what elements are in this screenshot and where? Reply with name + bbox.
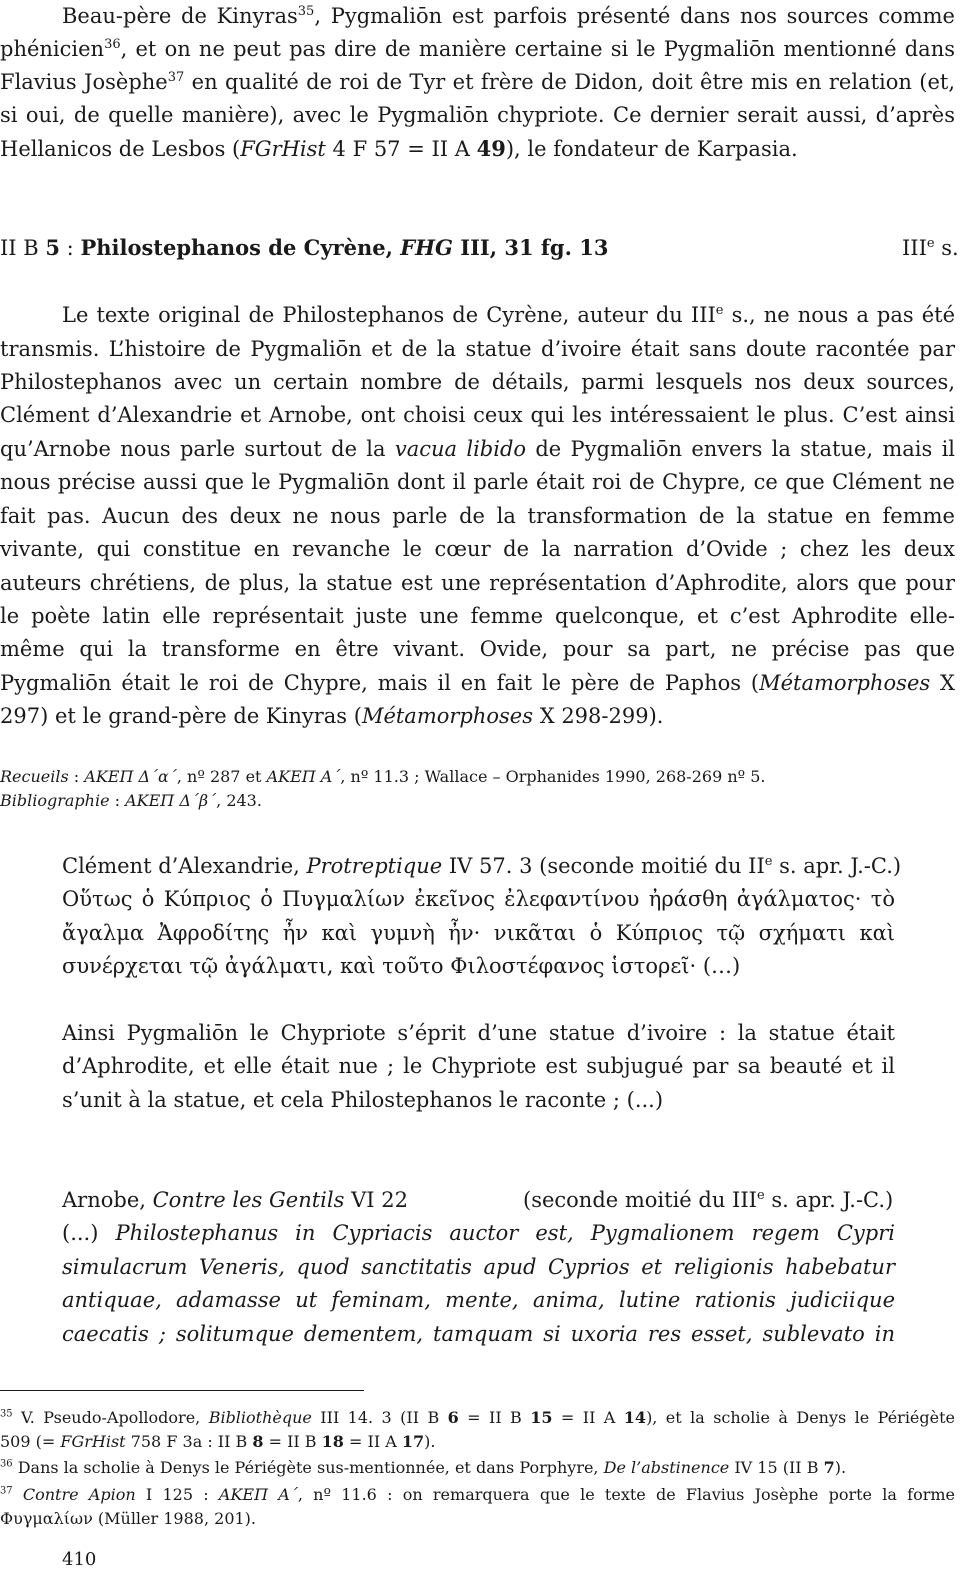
arnobe-source: Arnobe, Contre les Gentils VI 22 xyxy=(62,1188,408,1212)
intro-line-2: phénicien$^{36}$, et on ne peut pas dire de manière certaine si le Pygmaliōn mentionné dans xyxy=(0,37,955,61)
footnote-37-line-1: $^{37}$ Contre Apion I 125 : ΑΚΕΠ Α΄, nº 11.6 : on remarquera que le texte de Flavius Josèphe porte la forme xyxy=(0,1485,955,1504)
clement-greek-2: ἄγαλμα Ἀφροδίτης ἦν καὶ γυμνὴ ἦν· νικᾶται ὁ Κύπριος τῷ σχήματι καὶ xyxy=(62,921,895,945)
intro-line-4: si oui, de quelle manière), avec le Pygmaliōn chypriote. Ce dernier serait aussi, d’après xyxy=(0,103,955,127)
footnote-35-line-1: $^{35}$ V. Pseudo-Apollodore, Bibliothèque III 14. 3 (II B 6 = II B 15 = II A 14), et la scholie à Denys le Périégète xyxy=(0,1408,956,1427)
footnote-separator xyxy=(0,1390,364,1391)
page-number: 410 xyxy=(62,1549,97,1570)
para-line-7: fait pas. Aucun des deux ne nous parle de la transformation de la statue en femme xyxy=(0,504,955,528)
para-line-9: auteurs chrétiens, de plus, la statue est une représentation d’Aphrodite, alors que pour xyxy=(0,571,955,595)
section-heading: II B 5 : Philostephanos de Cyrène, FHG III, 31 fg. 13 xyxy=(0,235,609,260)
intro-line-5: Hellanicos de Lesbos (FGrHist 4 F 57 = II A 49), le fondateur de Karpasia. xyxy=(0,136,798,161)
intro-line-1: Beau-père de Kinyras$^{35}$, Pygmaliōn est parfois présenté dans nos sources comme xyxy=(62,4,955,28)
footnote-ref-35[interactable]: 35 xyxy=(297,4,315,19)
footnote-37-line-2: Φυγμαλίων (Müller 1988, 201). xyxy=(0,1509,257,1528)
clement-greek-1: Οὕτως ὁ Κύπριος ὁ Πυγμαλίων ἐκεῖνος ἐλεφαντίνου ἠράσθη ἀγάλματος· τὸ xyxy=(62,887,895,911)
footnote-35-line-2: 509 (= FGrHist 758 F 3a : II B 8 = II B 18 = II A 17). xyxy=(0,1432,436,1451)
para-line-6: nous précise aussi que le Pygmaliōn dont il parle était roi de Chypre, ce que Clément ne xyxy=(0,470,955,494)
footnote-ref-37[interactable]: 37 xyxy=(167,70,185,85)
para-line-4: Clément d’Alexandrie et Arnobe, ont choisi ceux qui les intéressaient le plus. C’est ainsi xyxy=(0,403,955,427)
para-line-11: même qui la transforme en être vivant. Ovide, pour sa part, ne précise pas que xyxy=(0,637,955,661)
clement-greek-3: συνέρχεται τῷ ἀγάλματι, καὶ τοῦτο Φιλοστέφανος ἱστορεῖ· (…) xyxy=(62,954,741,978)
footnote-36: $^{36}$ Dans la scholie à Denys le Périégète sus-mentionnée, et dans Porphyre, De l’abstinence IV 15 (II B 7). xyxy=(0,1458,847,1477)
arnobe-latin-4: caecatis ; solitumque dementem, tamquam si uxoria res esset, sublevato in xyxy=(62,1322,895,1346)
para-line-1: Le texte original de Philostephanos de Cyrène, auteur du IIIe s., ne nous a pas été xyxy=(62,303,956,327)
para-line-8: vivante, qui constitue en revanche le cœur de la narration d’Ovide ; chez les deux xyxy=(0,537,955,561)
para-line-12: Pygmaliōn était le roi de Chypre, mais il en fait le père de Paphos (Métamorphoses X xyxy=(0,671,955,695)
para-line-10: le poète latin elle représentait juste une femme quelconque, et c’est Aphrodite elle- xyxy=(0,604,955,628)
arnobe-latin-2: simulacrum Veneris, quod sanctitatis apud Cyprios et religionis habebatur xyxy=(62,1255,895,1279)
para-line-13: 297) et le grand-père de Kinyras (Métamorphoses X 298-299). xyxy=(0,704,664,728)
bibliographie-line: Bibliographie : ΑΚΕΠ Δ΄β΄, 243. xyxy=(0,791,262,810)
arnobe-latin-3: antiquae, adamasse ut feminam, mente, anima, lutine rationis judiciique xyxy=(62,1288,895,1312)
footnote-ref-36[interactable]: 36 xyxy=(104,37,121,52)
intro-line-3: Flavius Josèphe$^{37}$ en qualité de roi de Tyr et frère de Didon, doit être mis en relation (et, xyxy=(0,70,955,94)
clement-translation-2: d’Aphrodite, et elle était nue ; le Chypriote est subjugué par sa beauté et il xyxy=(62,1054,895,1078)
clement-translation-1: Ainsi Pygmaliōn le Chypriote s’éprit d’une statue d’ivoire : la statue était xyxy=(62,1021,895,1045)
clement-translation-3: s’unit à la statue, et cela Philostephanos le raconte ; (...) xyxy=(62,1088,664,1112)
section-century: IIIe s. xyxy=(902,236,959,260)
para-line-3: Philostephanos avec un certain nombre de détails, parmi lesquels nos deux sources, xyxy=(0,370,955,394)
para-line-2: transmis. L’histoire de Pygmaliōn et de la statue d’ivoire était sans doute racontée par xyxy=(0,337,955,361)
clement-source: Clément d’Alexandrie, Protreptique IV 57. 3 (seconde moitié du IIe s. apr. J.-C.) xyxy=(62,854,902,878)
arnobe-latin-1: (...) Philostephanus in Cypriacis auctor est, Pygmalionem regem Cypri xyxy=(62,1221,895,1245)
para-line-5: qu’Arnobe nous parle surtout de la vacua libido de Pygmaliōn envers la statue, mais il xyxy=(0,437,956,461)
recueils-line: Recueils : ΑΚΕΠ Δ΄α΄, nº 287 et ΑΚΕΠ Α΄, nº 11.3 ; Wallace – Orphanides 1990, 268-269 nº 5. xyxy=(0,767,766,786)
arnobe-date: (seconde moitié du IIIe s. apr. J.-C.) xyxy=(523,1188,894,1212)
